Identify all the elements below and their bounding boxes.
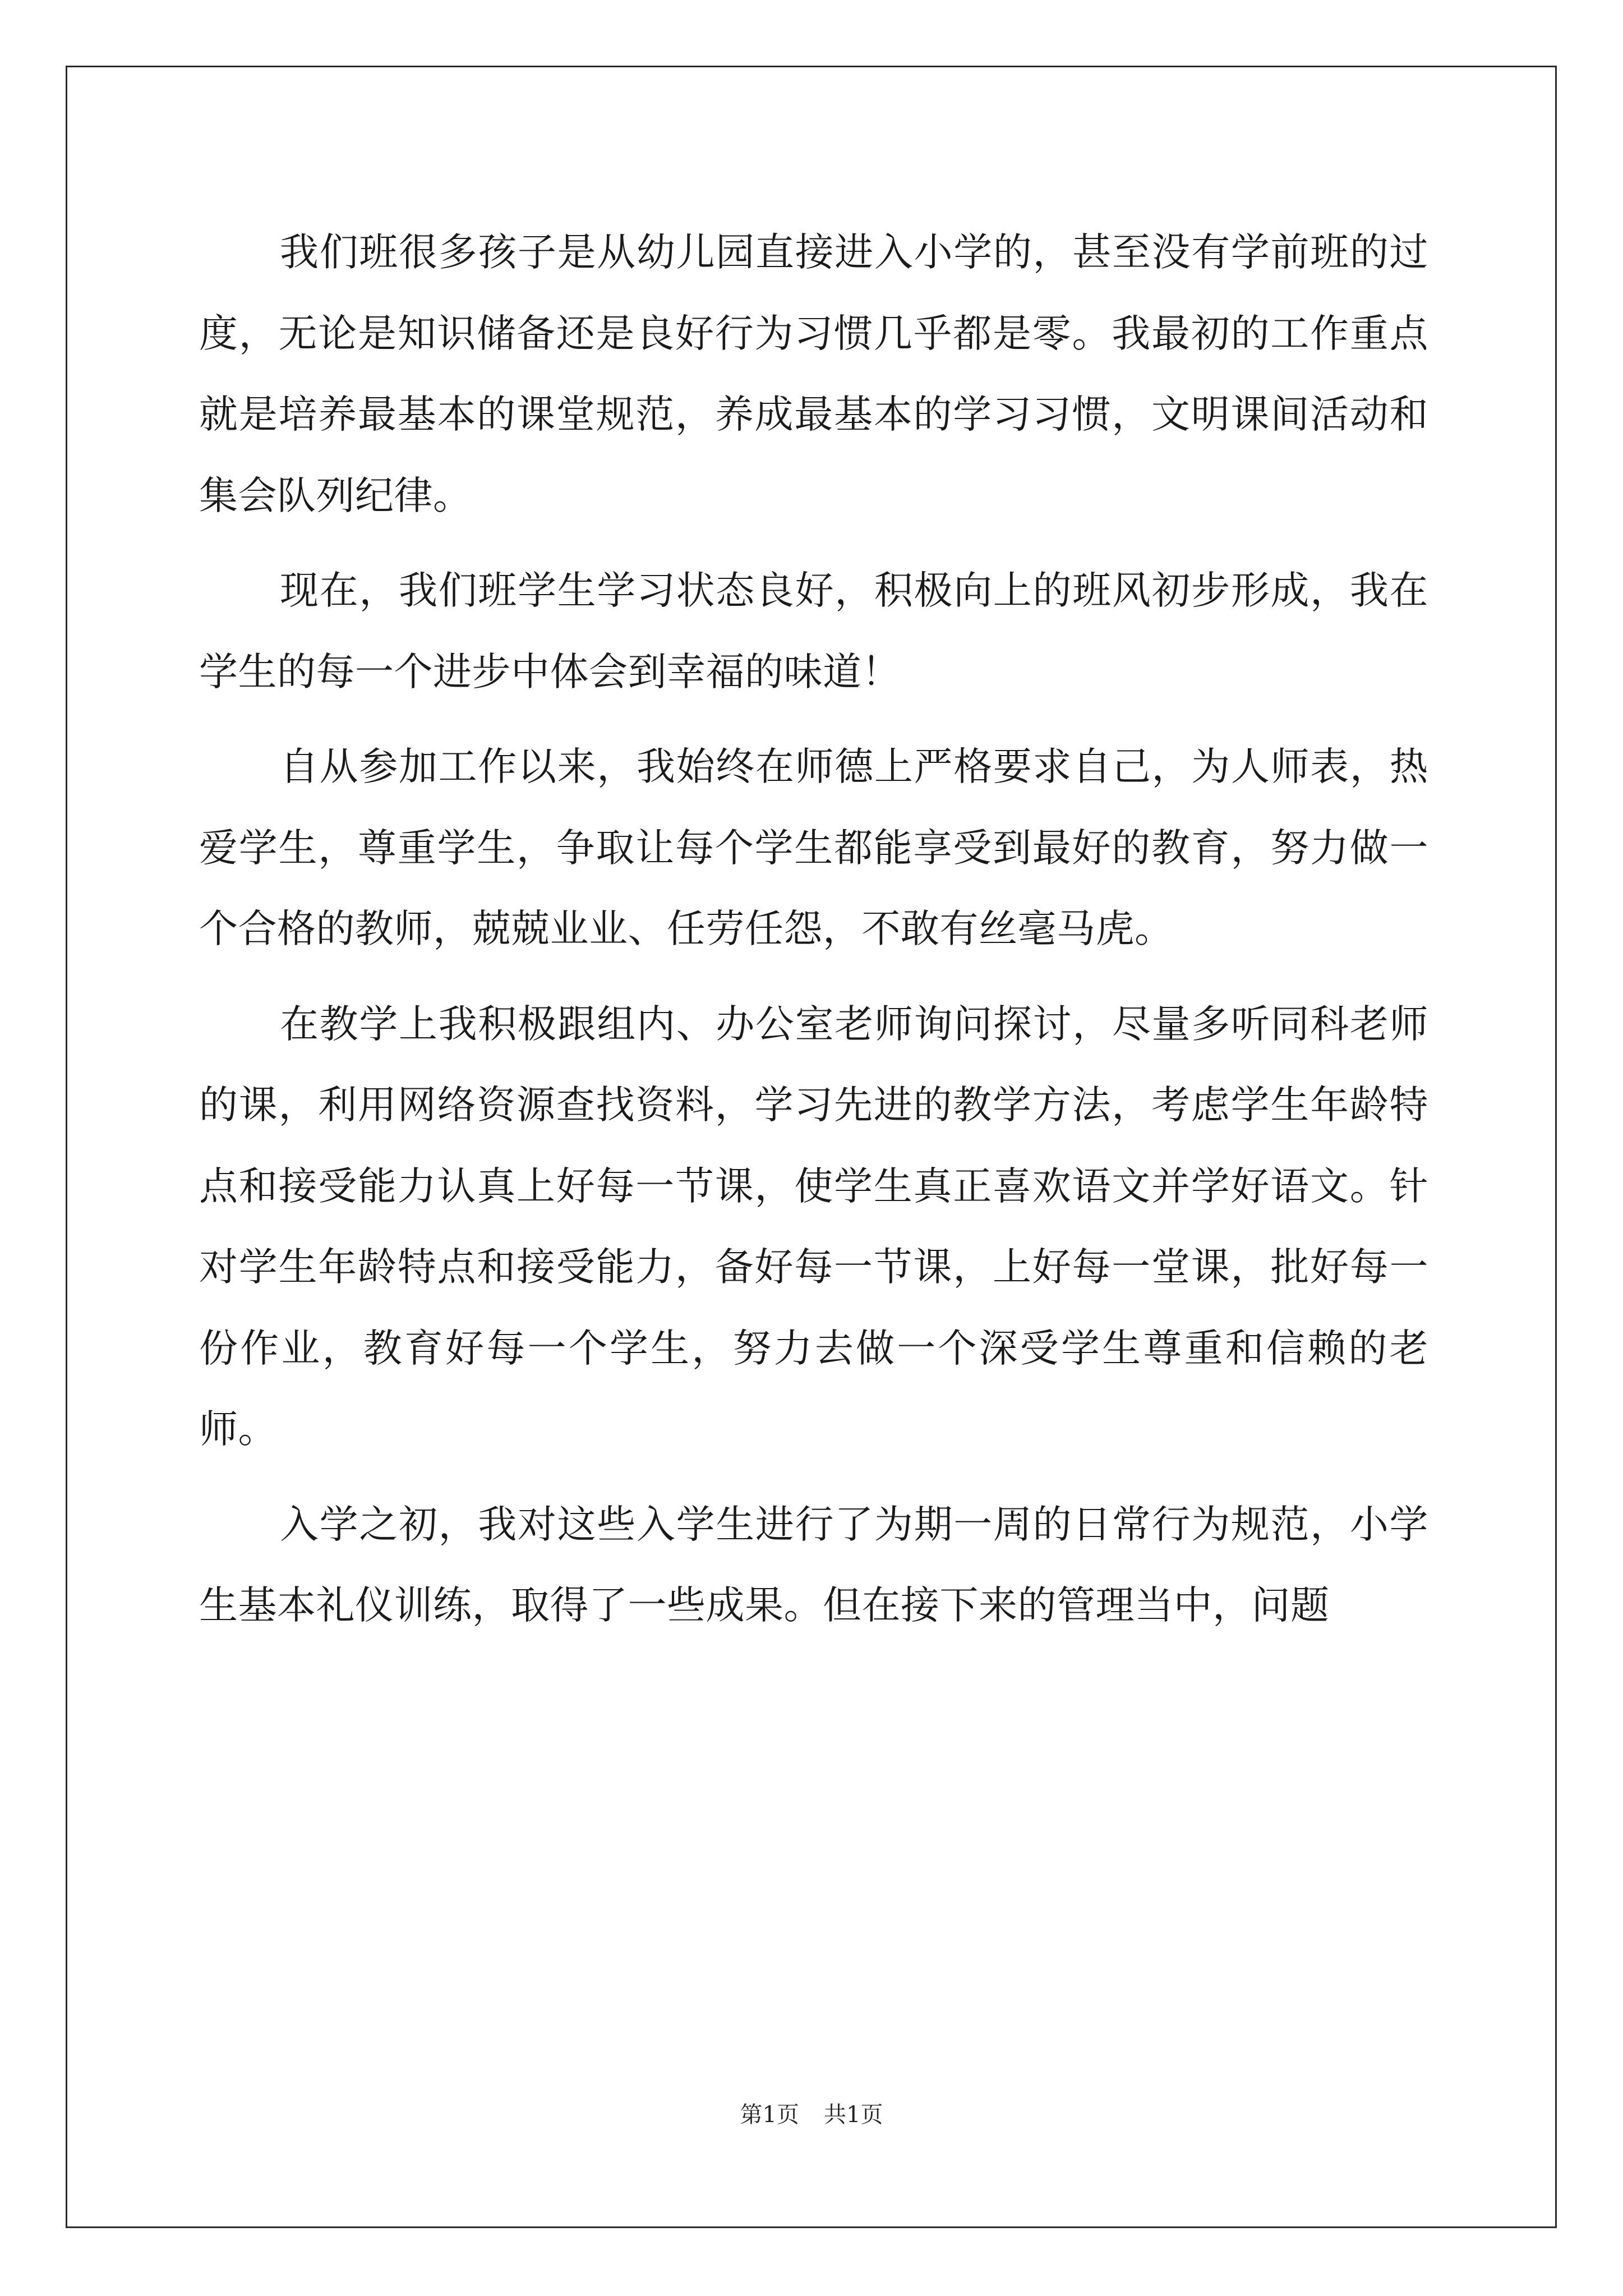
paragraph: 入学之初，我对这些入学生进行了为期一周的日常行为规范，小学生基本礼仪训练，取得了一些成果。但在接下来的管理当中，问题 xyxy=(199,1502,1428,1628)
page-total: 共1页 xyxy=(824,2102,883,2128)
document-body xyxy=(199,212,1428,1646)
paragraph: 我们班很多孩子是从幼儿园直接进入小学的，甚至没有学前班的过度，无论是知识储备还是良好行为习惯几乎都是零。我最初的工作重点就是培养最基本的课堂规范，养成最基本的学习习惯，文明课间活动和集会队列纪律。 xyxy=(199,230,1428,518)
paragraph: 自从参加工作以来，我始终在师德上严格要求自己，为人师表，热爱学生，尊重学生，争取让每个学生都能享受到最好的教育，努力做一个合格的教师，兢兢业业、任劳任怨，不敢有丝毫马虎。 xyxy=(199,744,1428,951)
page-number: 第1页 xyxy=(740,2102,799,2128)
paragraph: 在教学上我积极跟组内、办公室老师询问探讨，尽量多听同科老师的课，利用网络资源查找资料，学习先进的教学方法，考虑学生年龄特点和接受能力认真上好每一节课，使学生真正喜欢语文并学好语文。针对学生年龄特点和接受能力，备好每一节课，上好每一堂课，批好每一份作业，教育好每一个学生，努力去做一个深受学生尊重和信赖的老师。 xyxy=(199,1001,1428,1452)
paragraph: 现在，我们班学生学习状态良好，积极向上的班风初步形成，我在学生的每一个进步中体会到幸福的味道！ xyxy=(199,568,1428,694)
page-footer xyxy=(0,2101,1623,2129)
